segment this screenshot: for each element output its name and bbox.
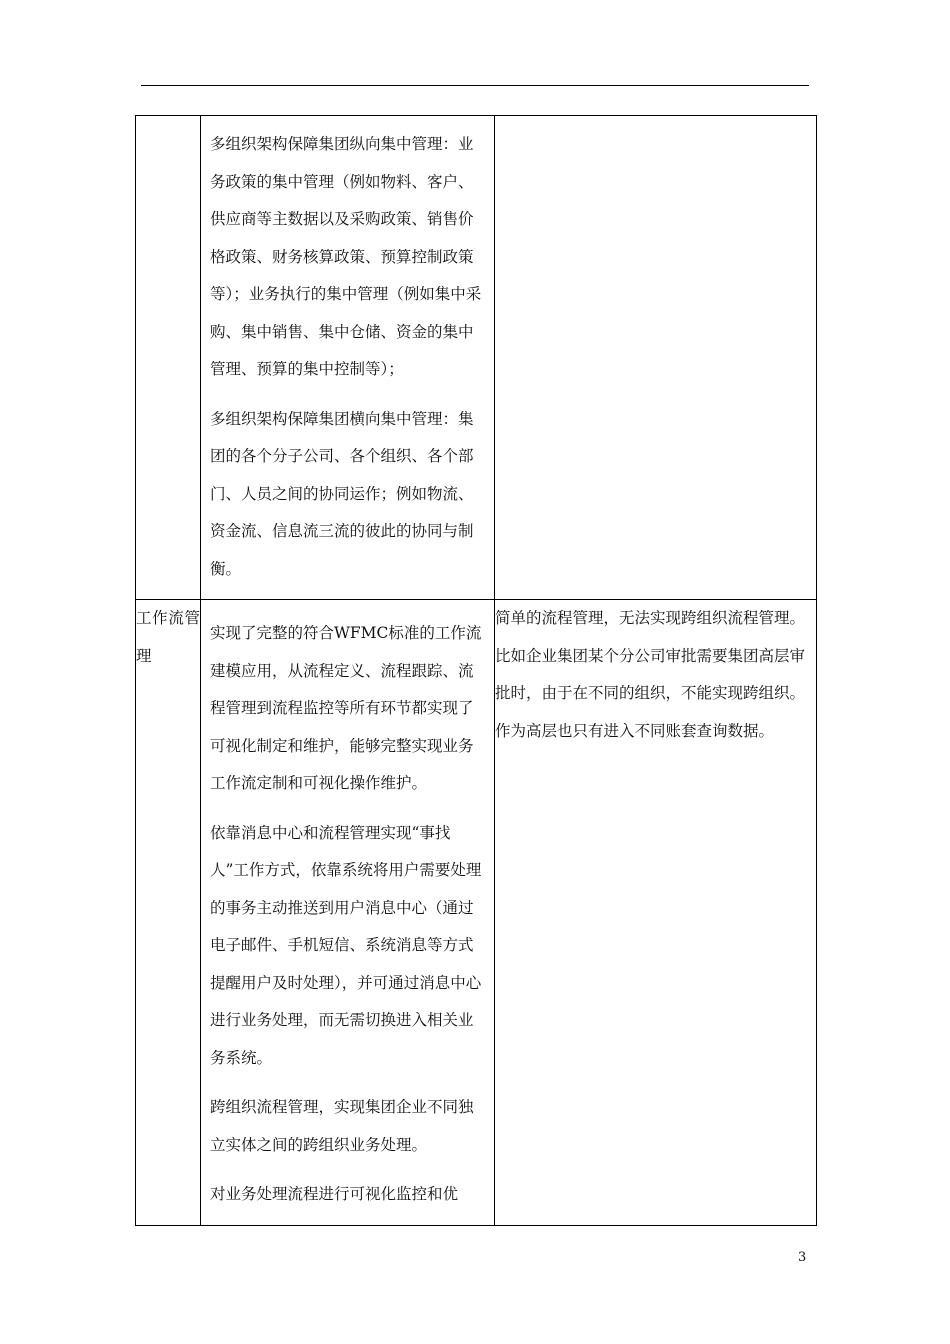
feature-paragraph: 对业务处理流程进行可视化监控和优 xyxy=(210,1185,459,1203)
table-row xyxy=(136,116,817,600)
feature-cell xyxy=(201,600,495,1226)
comparison-cell xyxy=(495,116,817,600)
comparison-paragraph: 简单的流程管理，无法实现跨组织流程管理。比如企业集团某个分公司审批需要集团高层审批时，由于在不同的组织，不能实现跨组织。作为高层也只有进入不同账套查询数据。 xyxy=(495,609,806,740)
feature-cell xyxy=(201,116,495,600)
feature-paragraph: 依靠消息中心和流程管理实现“事找人”工作方式，依靠系统将用户需要处理的事务主动推送到用户消息中心（通过电子邮件、手机短信、系统消息等方式提醒用户及时处理），并可通过消息中心进行业务处理，而无需切换进入相关业务系统。 xyxy=(210,823,482,1067)
category-label: 工作流管理 xyxy=(136,609,200,665)
header-rule xyxy=(141,85,809,86)
page-number: 3 xyxy=(798,1250,807,1265)
table-row xyxy=(136,600,817,1226)
category-cell xyxy=(136,600,201,1226)
comparison-cell xyxy=(495,600,817,1226)
feature-paragraph: 实现了完整的符合WFMC标准的工作流建模应用，从流程定义、流程跟踪、流程管理到流程监控等所有环节都实现了可视化制定和维护，能够完整实现业务工作流定制和可视化操作维护。 xyxy=(210,624,482,792)
category-cell xyxy=(136,116,201,600)
feature-paragraph: 跨组织流程管理，实现集团企业不同独立实体之间的跨组织业务处理。 xyxy=(210,1098,474,1154)
feature-paragraph: 多组织架构保障集团横向集中管理：集团的各个分子公司、各个组织、各个部门、人员之间的协同运作；例如物流、资金流、信息流三流的彼此的协同与制衡。 xyxy=(210,409,474,578)
comparison-table xyxy=(135,115,817,1226)
feature-paragraph: 多组织架构保障集团纵向集中管理：业务政策的集中管理（例如物料、客户、供应商等主数据以及采购政策、销售价格政策、财务核算政策、预算控制政策等）；业务执行的集中管理（例如集中采购、集中销售、集中仓储、资金的集中管理、预算的集中控制等）； xyxy=(210,135,482,378)
